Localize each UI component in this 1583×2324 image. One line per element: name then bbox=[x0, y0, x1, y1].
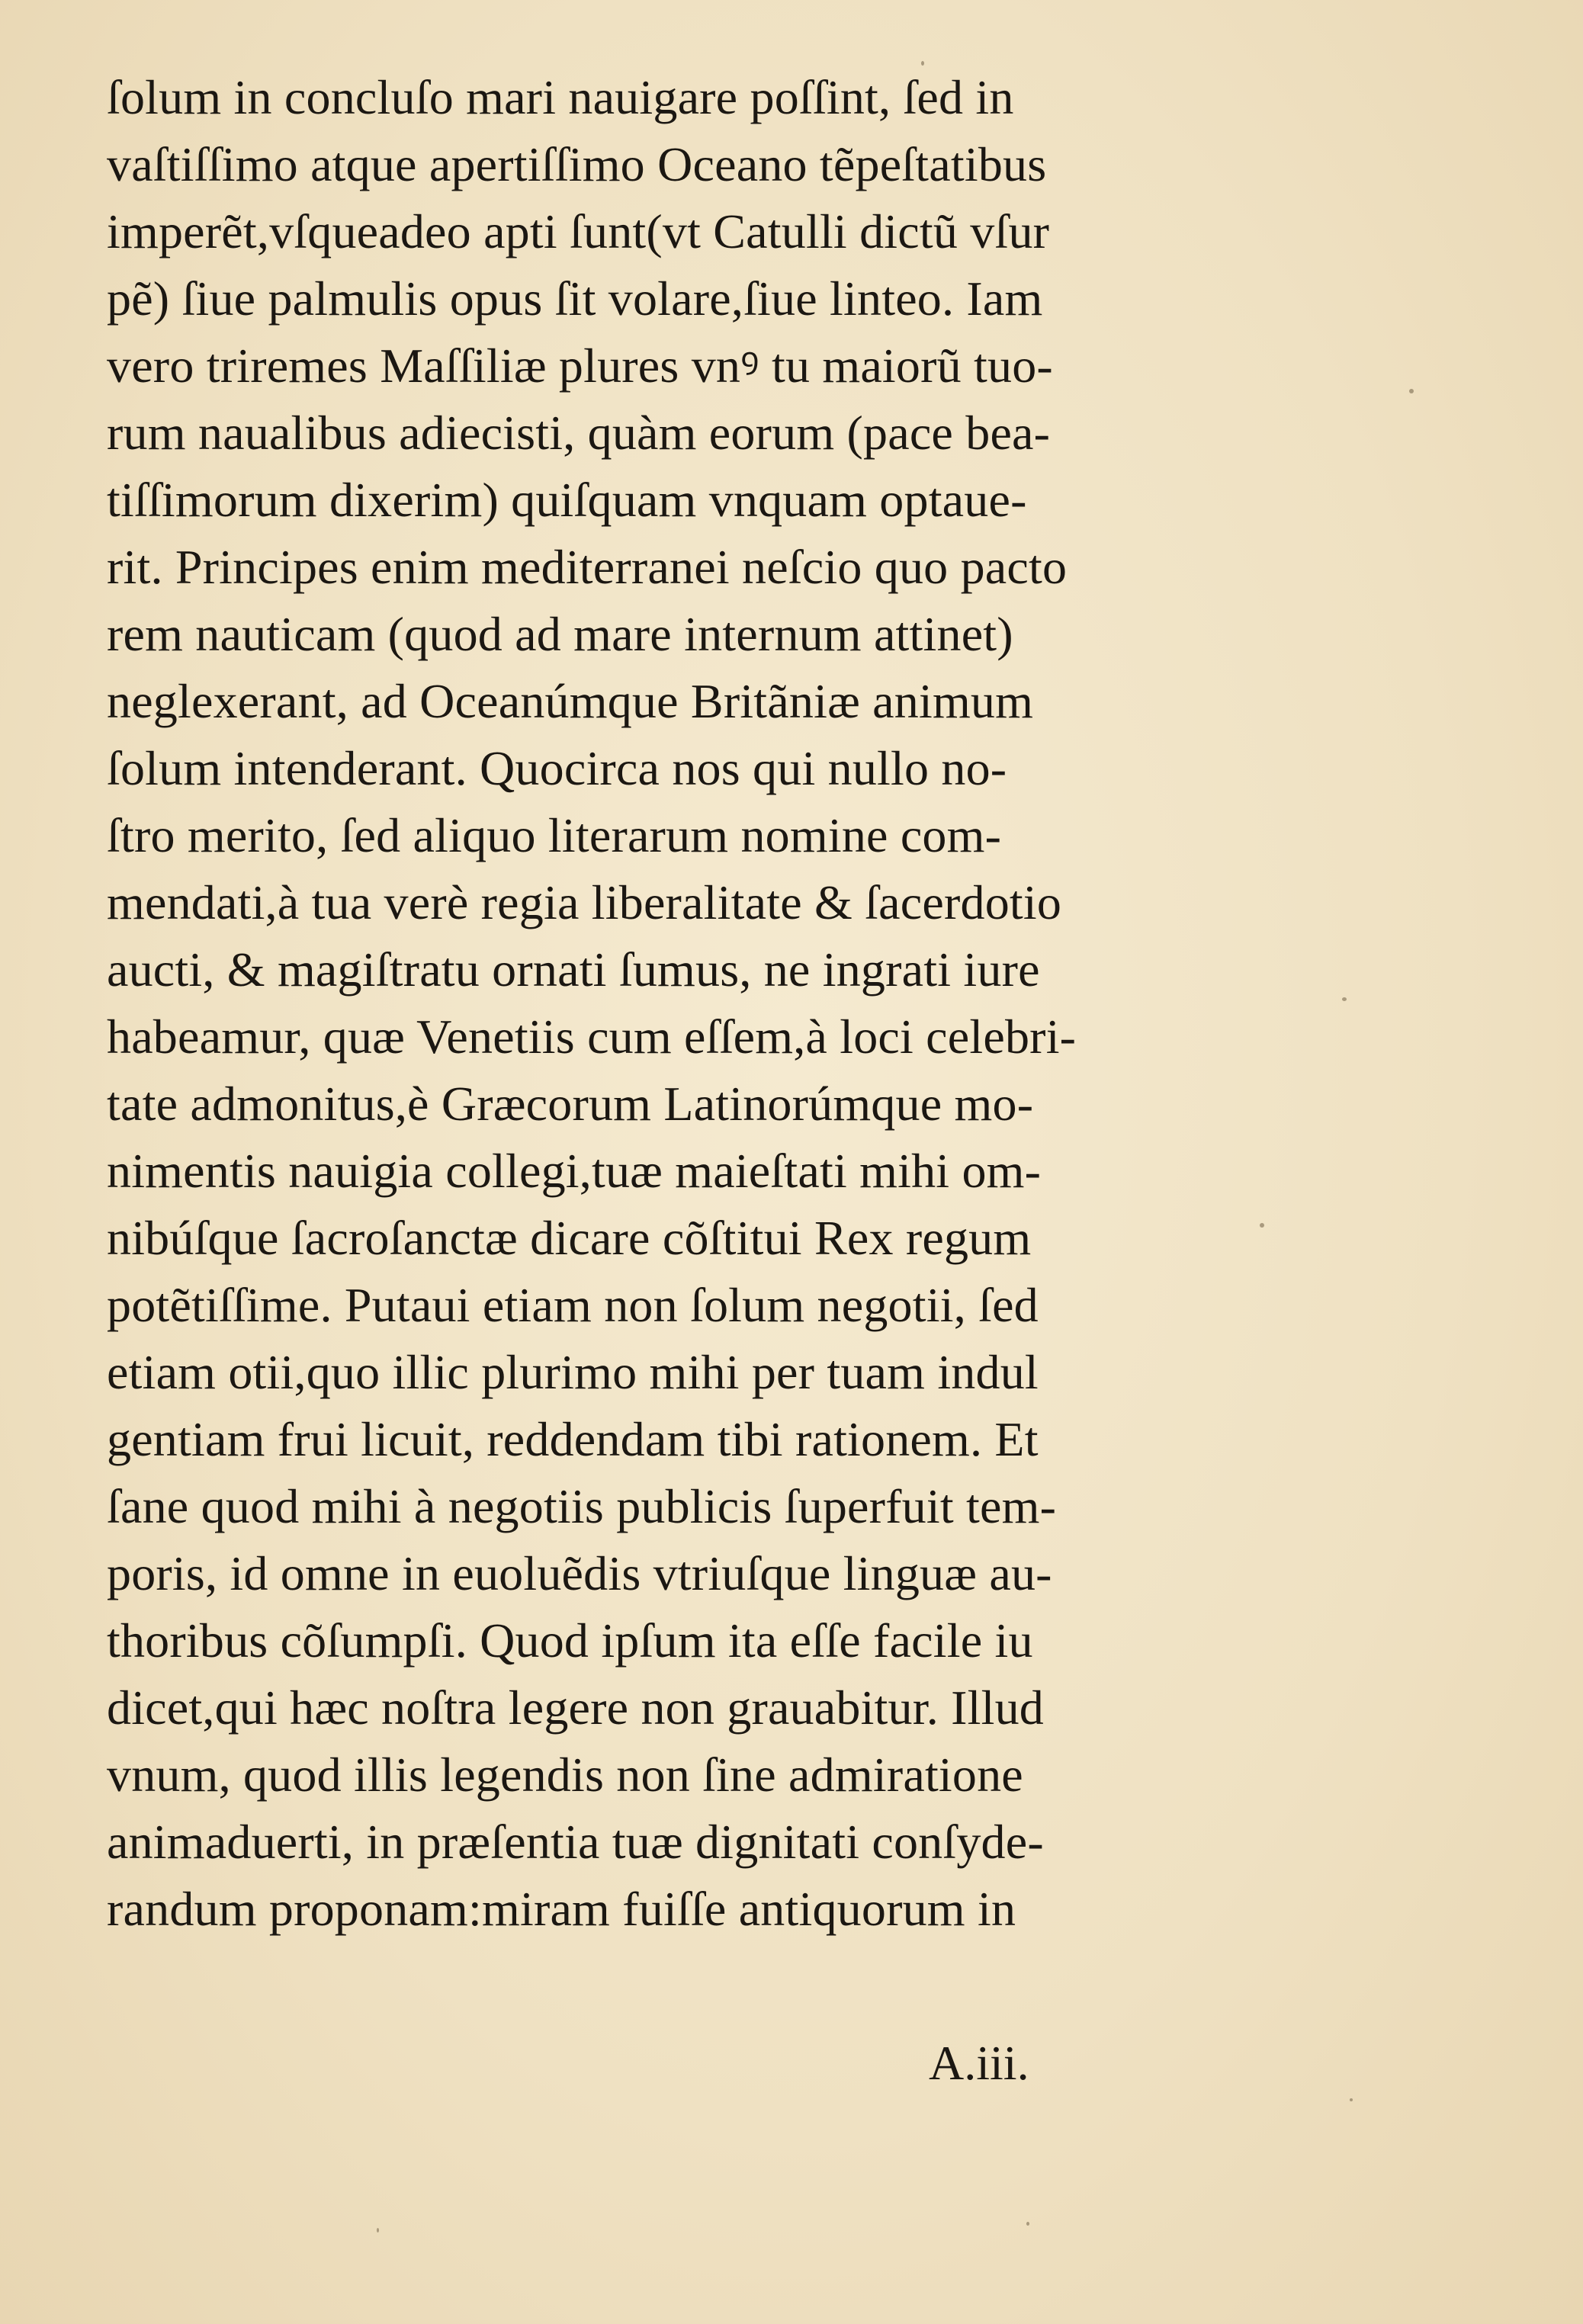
paper-speck bbox=[921, 61, 924, 66]
paper-speck bbox=[1409, 389, 1414, 393]
text-line: gentiam frui licuit, reddendam tibi rationem. Et bbox=[107, 1412, 1039, 1466]
text-line: ſtro merito, ſed aliquo literarum nomine com- bbox=[107, 808, 1002, 862]
signature-mark: A.iii. bbox=[929, 2036, 1029, 2090]
paper-speck bbox=[1026, 2222, 1029, 2226]
text-line: tate admonitus,è Græcorum Latinorúmque mo- bbox=[107, 1077, 1034, 1131]
text-line: nibúſque ſacroſanctæ dicare cõſtitui Rex regum bbox=[107, 1211, 1032, 1265]
text-line: habeamur, quæ Venetiis cum eſſem,à loci celebri- bbox=[107, 1010, 1077, 1064]
text-line: mendati,à tua verè regia liberalitate & ſacerdotio bbox=[107, 875, 1062, 929]
text-line: rem nauticam (quod ad mare internum attinet) bbox=[107, 607, 1013, 661]
text-line: rum naualibus adiecisti, quàm eorum (pace bea- bbox=[107, 406, 1051, 460]
text-line: poris, id omne in euoluẽdis vtriuſque linguæ au- bbox=[107, 1546, 1052, 1600]
text-line: thoribus cõſumpſi. Quod ipſum ita eſſe facile iu bbox=[107, 1613, 1033, 1668]
text-line: ſolum intenderant. Quocirca nos qui nullo no- bbox=[107, 741, 1007, 795]
text-line: aucti, & magiſtratu ornati ſumus, ne ingrati iure bbox=[107, 942, 1040, 997]
text-line: vaſtiſſimo atque apertiſſimo Oceano tẽpeſtatibus bbox=[107, 137, 1047, 191]
text-line: nimentis nauigia collegi,tuæ maieſtati mihi om- bbox=[107, 1144, 1042, 1198]
text-line: animaduerti, in præſentia tuæ dignitati conſyde- bbox=[107, 1815, 1044, 1869]
text-line: rit. Principes enim mediterranei neſcio quo pacto bbox=[107, 540, 1068, 594]
text-line: etiam otii,quo illic plurimo mihi per tuam indul bbox=[107, 1345, 1039, 1399]
paper-speck bbox=[1342, 997, 1347, 1001]
text-line: vero triremes Maſſiliæ plures vnꝰ tu maiorũ tuo- bbox=[107, 339, 1053, 393]
text-line: ſolum in concluſo mari nauigare poſſint, ſed in bbox=[107, 70, 1014, 124]
text-line: potẽtiſſime. Putaui etiam non ſolum negotii, ſed bbox=[107, 1278, 1039, 1332]
text-line: dicet,qui hæc noſtra legere non grauabitur. Illud bbox=[107, 1680, 1044, 1735]
text-line: pẽ) ſiue palmulis opus ſit volare,ſiue linteo. Iam bbox=[107, 271, 1043, 326]
text-line: randum proponam:miram fuiſſe antiquorum in bbox=[107, 1882, 1016, 1936]
text-line: imperẽt,vſqueadeo apti ſunt(vt Catulli dictũ vſur bbox=[107, 204, 1050, 258]
text-line: ſane quod mihi à negotiis publicis ſuperfuit tem- bbox=[107, 1479, 1057, 1533]
paper-speck bbox=[1350, 2098, 1353, 2101]
paper-speck bbox=[377, 2228, 379, 2233]
paper-speck bbox=[1260, 1223, 1264, 1228]
text-line: vnum, quod illis legendis non ſine admiratione bbox=[107, 1748, 1023, 1802]
text-line: tiſſimorum dixerim) quiſquam vnquam optaue- bbox=[107, 473, 1027, 527]
text-line: neglexerant, ad Oceanúmque Britãniæ animum bbox=[107, 674, 1034, 728]
